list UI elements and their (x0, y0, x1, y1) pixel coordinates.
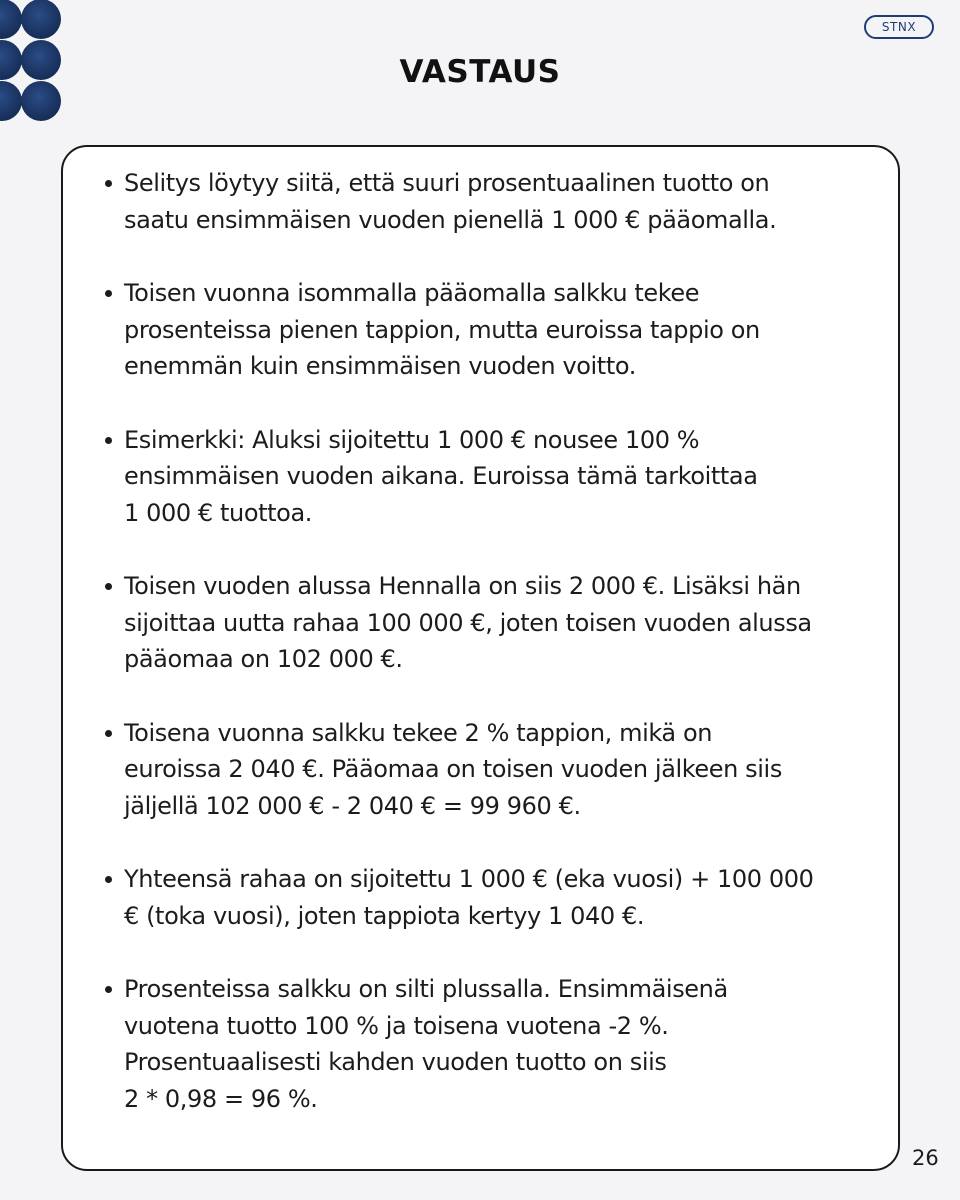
bullet-item: Yhteensä rahaa on sijoitettu 1 000 € (eka vuosi) + 100 000 € (toka vuosi), joten tappiota kertyy 1 040 €. (124, 861, 884, 934)
brand-badge: STNX (864, 15, 934, 39)
answer-bullet-list (63, 147, 898, 1117)
decorative-dot (0, 0, 22, 39)
answer-card (61, 145, 900, 1171)
bullet-item: Toisen vuonna isommalla pääomalla salkku tekee prosenteissa pienen tappion, mutta euroissa tappio on enemmän kuin ensimmäisen vuoden voitto. (124, 275, 884, 385)
decorative-dot (21, 0, 61, 39)
bullet-item: Esimerkki: Aluksi sijoitettu 1 000 € nousee 100 % ensimmäisen vuoden aikana. Euroissa tämä tarkoittaa 1 000 € tuottoa. (124, 422, 884, 532)
bullet-item: Toisena vuonna salkku tekee 2 % tappion, mikä on euroissa 2 040 €. Pääomaa on toisen vuoden jälkeen siis jäljellä 102 000 € - 2 040 € = 99 960 €. (124, 715, 884, 825)
page-title: VASTAUS (399, 54, 561, 90)
bullet-item: Selitys löytyy siitä, että suuri prosentuaalinen tuotto on saatu ensimmäisen vuoden pienellä 1 000 € pääomalla. (124, 165, 884, 238)
bullet-item: Toisen vuoden alussa Hennalla on siis 2 000 €. Lisäksi hän sijoittaa uutta rahaa 100 000 €, joten toisen vuoden alussa pääomaa on 102 000 €. (124, 568, 884, 678)
page-number: 26 (912, 1146, 939, 1170)
bullet-item: Prosenteissa salkku on silti plussalla. Ensimmäisenä vuotena tuotto 100 % ja toisena vuotena -2 %. Prosentuaalisesti kahden vuoden tuotto on siis 2 * 0,98 = 96 %. (124, 971, 884, 1117)
